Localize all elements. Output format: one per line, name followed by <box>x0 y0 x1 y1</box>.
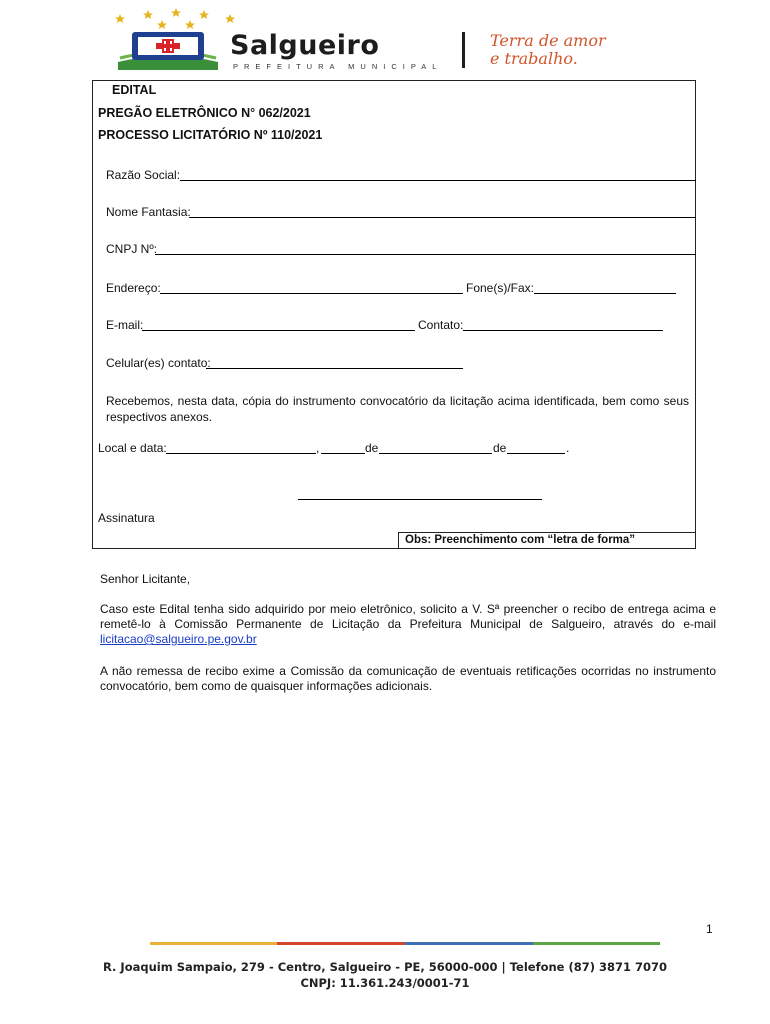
endereco-field[interactable] <box>160 293 463 294</box>
brand-subtitle: PREFEITURA MUNICIPAL <box>233 62 443 71</box>
cnpj-field[interactable] <box>155 254 696 255</box>
greeting: Senhor Licitante, <box>100 572 191 586</box>
endereco-label: Endereço: <box>106 281 161 295</box>
instructions-text: Caso este Edital tenha sido adquirido por meio eletrônico, solicito a V. Sª preencher o recibo de entrega acima e remetê-lo à Comissão Permanente de Licitação da Prefeitura Municipal de Salgueiro, através do e-mail <box>100 602 716 631</box>
celular-field[interactable] <box>206 368 463 369</box>
receipt-form-box <box>92 80 696 549</box>
month-field[interactable] <box>379 453 492 454</box>
notice-paragraph: A não remessa de recibo exime a Comissão da comunicação de eventuais retificações ocorridas no instrumento convocatório, bem como de quaisquer informações adicionais. <box>100 664 716 693</box>
footer-bar-blue <box>405 942 533 945</box>
cnpj-label: CNPJ Nº: <box>106 242 158 256</box>
assinatura-label: Assinatura <box>98 511 155 525</box>
razao-social-label: Razão Social: <box>106 168 181 182</box>
footer-bar-yellow <box>150 942 277 945</box>
pregao-heading: PREGÃO ELETRÔNICO N° 062/2021 <box>98 106 311 120</box>
de-label-2: de <box>493 441 507 455</box>
salgueiro-emblem-icon <box>118 28 218 70</box>
processo-heading: PROCESSO LICITATÓRIO Nº 110/2021 <box>98 128 323 142</box>
fone-field[interactable] <box>534 293 676 294</box>
footer-address: R. Joaquim Sampaio, 279 - Centro, Salgueiro - PE, 56000-000 | Telefone (87) 3871 7070 <box>102 960 668 974</box>
brand-name: Salgueiro <box>230 30 380 61</box>
email-field[interactable] <box>142 330 415 331</box>
nome-fantasia-field[interactable] <box>189 217 696 218</box>
period: . <box>566 441 570 455</box>
fone-label: Fone(s)/Fax: <box>466 281 535 295</box>
email-label: E-mail: <box>106 318 144 332</box>
slogan-line-2: e trabalho. <box>490 49 578 68</box>
footer-cnpj: CNPJ: 11.361.243/0001-71 <box>300 976 470 990</box>
page-number: 1 <box>706 922 713 936</box>
slogan <box>490 32 606 68</box>
slogan-line-1: Terra de amor <box>490 31 606 50</box>
celular-label: Celular(es) contato: <box>106 356 211 370</box>
instructions-paragraph <box>100 602 716 647</box>
nome-fantasia-label: Nome Fantasia: <box>106 205 191 219</box>
local-data-label: Local e data: <box>98 441 167 455</box>
razao-social-field[interactable] <box>180 180 696 181</box>
comma: , <box>316 441 320 455</box>
footer-bar-red <box>277 942 405 945</box>
day-field[interactable] <box>321 453 365 454</box>
contato-field[interactable] <box>463 330 663 331</box>
email-link[interactable]: licitacao@salgueiro.pe.gov.br <box>100 632 257 646</box>
local-field[interactable] <box>166 453 316 454</box>
footer-bar-green <box>533 942 660 945</box>
brand-divider <box>462 32 465 68</box>
de-label-1: de <box>365 441 379 455</box>
page-header <box>90 8 710 70</box>
obs-note: Obs: Preenchimento com “letra de forma” <box>398 532 696 549</box>
edital-title: EDITAL <box>112 83 157 97</box>
contato-label: Contato: <box>418 318 464 332</box>
receipt-text: Recebemos, nesta data, cópia do instrumento convocatório da licitação acima identificada, bem como seus respectivos anexos. <box>106 394 689 424</box>
year-field[interactable] <box>507 453 565 454</box>
signature-line[interactable] <box>298 499 542 500</box>
stars-decoration-icon <box>110 8 240 30</box>
